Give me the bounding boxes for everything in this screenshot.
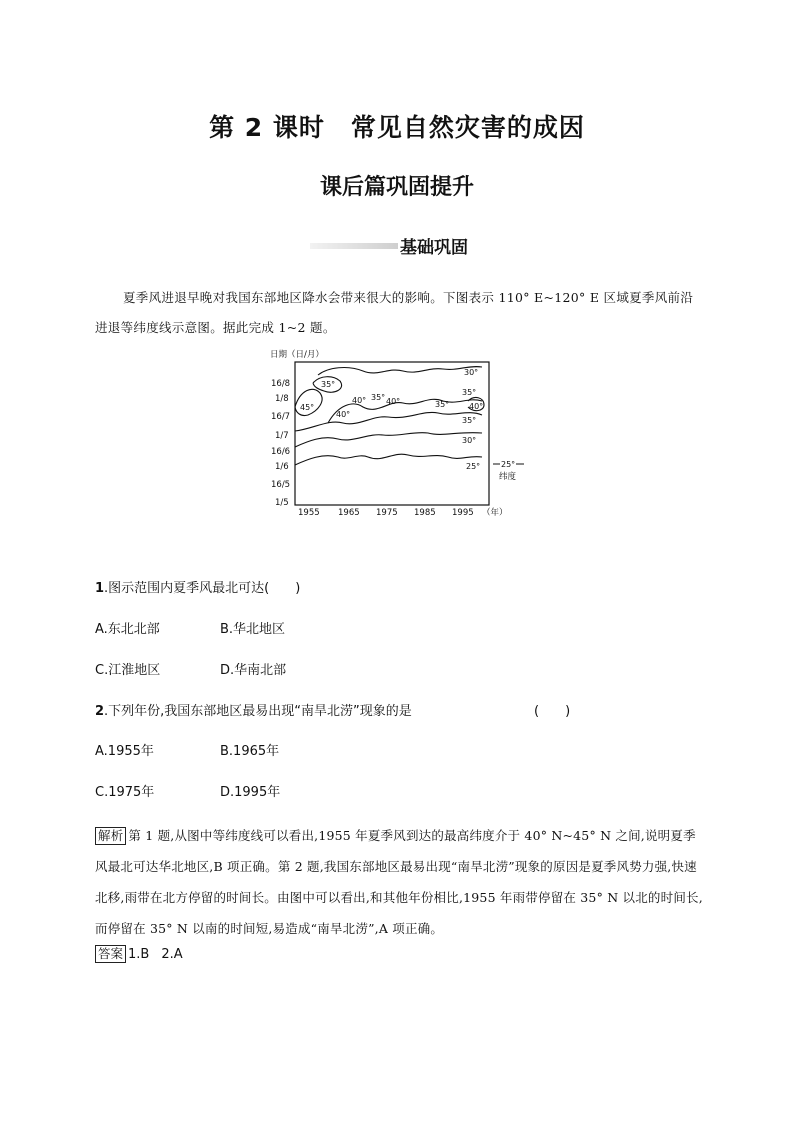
x-tick: 1995 — [452, 508, 474, 518]
x-tick: 1965 — [338, 508, 360, 518]
q2-option-c[interactable]: C.1975年 — [95, 785, 155, 800]
section-decor-bar — [310, 243, 398, 249]
contour-label: 30° — [464, 368, 479, 377]
contour-label: 30° — [462, 436, 477, 445]
answer-1: 1.B — [128, 947, 150, 962]
contour-label: 35° — [371, 393, 386, 402]
contour-line-25 — [295, 454, 482, 465]
intro-paragraph: 夏季风进退早晚对我国东部地区降水会带来很大的影响。下图表示 110° E~120° E 区域夏季风前沿进退等纬度线示意图。据此完成 1~2 题。 — [95, 290, 694, 335]
question-2-answer-paren: ( ) — [534, 704, 571, 719]
answer-block — [95, 945, 183, 963]
answer-2: 2.A — [161, 947, 183, 962]
y-tick: 1/6 — [275, 462, 289, 472]
question-2-text: .下列年份,我国东部地区最易出现“南旱北涝”现象的是 — [104, 704, 412, 719]
contour-line-30 — [295, 433, 482, 447]
analysis-text: 第 1 题,从图中等纬度线可以看出,1955 年夏季风到达的最高纬度介于 40° N~45° N 之间,说明夏季风最北可达华北地区,B 项正确。第 2 题,我国东部地区最易出现“南旱北涝”现象的原因是夏季风势力强,快速北移,雨带在北方停留的时间长。由图中可以看出,和其他年份相比,1955 年雨带停留在 35° N 以北的时间长,而停留在 35° N 以南的时间短,易造成“南旱北涝”,A 项正确。 — [95, 828, 703, 936]
q1-option-d[interactable]: D.华南北部 — [220, 663, 287, 678]
legend-label: 纬度 — [499, 472, 517, 482]
contour-label: 35° — [462, 388, 477, 397]
y-axis-title: 日期（日/月） — [270, 350, 324, 360]
question-2-number: 2 — [95, 704, 105, 719]
q2-option-d[interactable]: D.1995年 — [220, 785, 281, 800]
y-tick: 16/8 — [271, 379, 291, 389]
x-tick: 1985 — [414, 508, 436, 518]
analysis-block — [95, 820, 705, 944]
contour-label: 35° — [462, 416, 477, 425]
answer-tag: 答案 — [95, 945, 126, 963]
contour-label: 40° — [386, 397, 401, 406]
question-1-text: .图示范围内夏季风最北可达( ) — [104, 581, 301, 596]
y-tick: 1/7 — [275, 431, 289, 441]
question-1-number: 1 — [95, 581, 105, 596]
contour-label: 45° — [300, 403, 315, 412]
q2-option-a[interactable]: A.1955年 — [95, 744, 154, 759]
y-tick: 16/7 — [271, 412, 291, 422]
analysis-tag: 解析 — [95, 827, 126, 845]
contour-line-35b — [295, 412, 482, 431]
page-subtitle: 课后篇巩固提升 — [319, 175, 474, 200]
y-tick: 16/5 — [271, 480, 291, 490]
question-2 — [95, 700, 412, 719]
q1-option-b[interactable]: B.华北地区 — [220, 622, 286, 637]
section-heading: 基础巩固 — [400, 238, 468, 258]
q1-option-c[interactable]: C.江淮地区 — [95, 663, 161, 678]
x-tick: 1975 — [376, 508, 398, 518]
y-tick: 16/6 — [271, 447, 291, 457]
contour-line-top — [318, 367, 482, 375]
monsoon-latitude-figure — [268, 345, 530, 523]
y-tick: 1/5 — [275, 498, 289, 508]
q1-option-a[interactable]: A.东北北部 — [95, 622, 160, 637]
question-1 — [95, 577, 300, 596]
contour-label: 40° — [469, 402, 484, 411]
contour-label: 35° — [321, 380, 336, 389]
legend-value: 25° — [501, 460, 516, 469]
contour-label: 40° — [352, 396, 367, 405]
contour-label: 35° — [435, 400, 450, 409]
x-tick: 1955 — [298, 508, 320, 518]
q2-option-b[interactable]: B.1965年 — [220, 744, 280, 759]
page-title: 第 2 课时 常见自然灾害的成因 — [209, 113, 585, 142]
contour-label: 25° — [466, 462, 481, 471]
x-unit: （年） — [482, 508, 508, 518]
y-tick: 1/8 — [275, 394, 289, 404]
contour-label: 40° — [336, 410, 351, 419]
